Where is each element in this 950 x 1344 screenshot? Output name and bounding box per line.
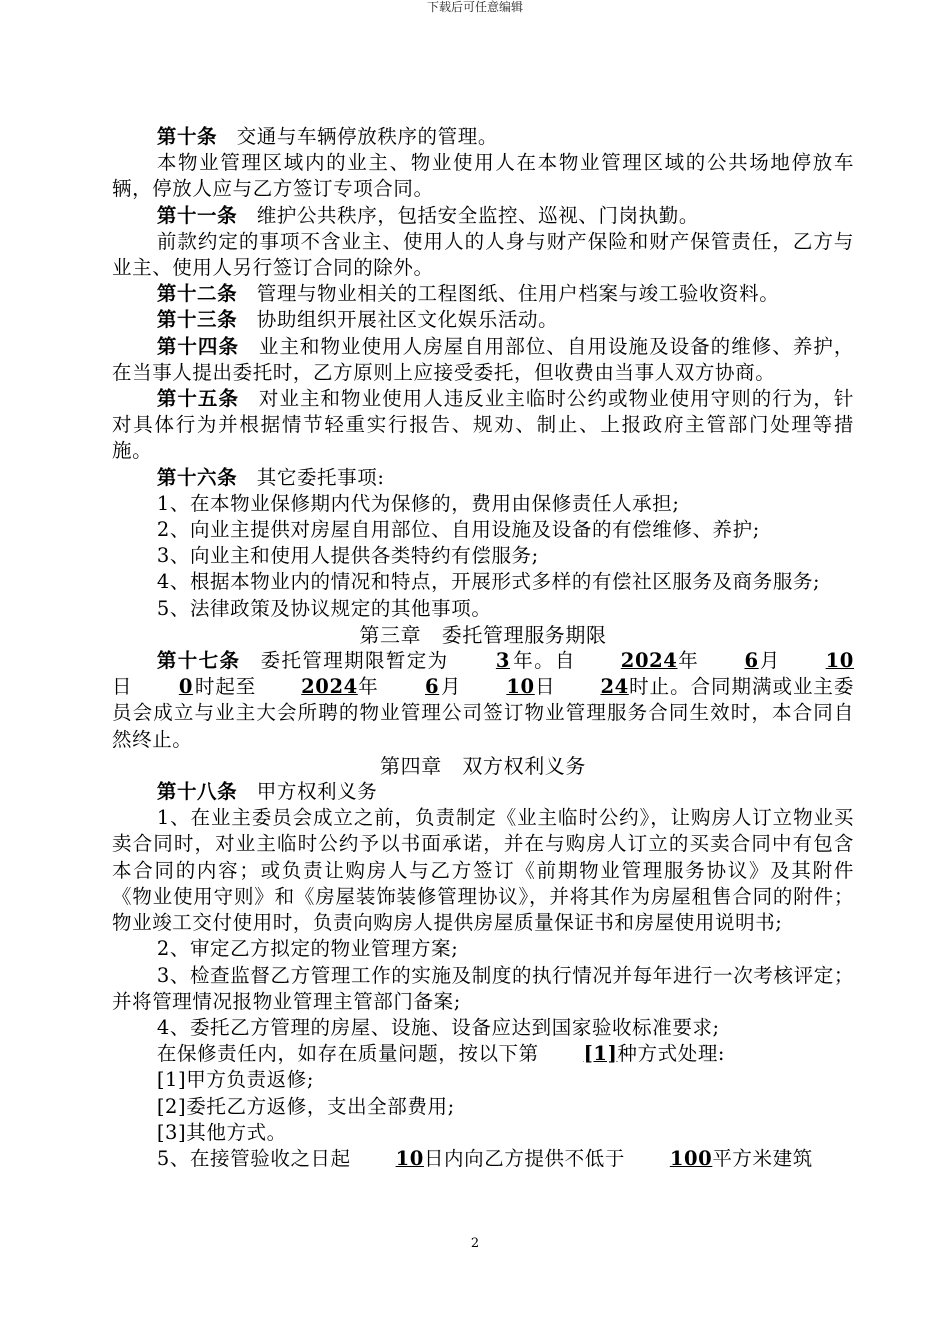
article-18 [112, 779, 854, 805]
chapter-4-heading: 第四章 双方权利义务 [380, 753, 586, 778]
article-text: 维护公共秩序，包括安全监控、巡视、门岗执勤。 [256, 203, 699, 227]
page-number: 2 [470, 1236, 480, 1251]
text: 5、在接管验收之日起 [156, 1146, 351, 1170]
text: 月 [759, 649, 781, 673]
list-item: 3、检查监督乙方管理工作的实施及制度的执行情况并每年进行一次考核评定；并将管理情况报物业管理主管部门备案; [112, 963, 854, 1013]
text: 种方式处理: [617, 1042, 726, 1066]
article-11 [112, 203, 854, 229]
list-item [112, 1146, 854, 1172]
article-text: 协助组织开展社区文化娱乐活动。 [256, 308, 559, 332]
handover-days-field: 10 [395, 1146, 424, 1170]
end-day-field: 10 [506, 675, 535, 699]
article-title: 第十三条 [156, 308, 238, 332]
article-text: 甲方权利义务 [256, 780, 378, 804]
start-month-field: 6 [744, 649, 759, 673]
text: 平方米建筑 [712, 1146, 813, 1170]
area-field: 100 [669, 1146, 713, 1170]
list-item: 2、向业主提供对房屋自用部位、自用设施及设备的有偿维修、养护; [156, 518, 760, 542]
list-item: 4、委托乙方管理的房屋、设施、设备应达到国家验收标准要求; [156, 1015, 720, 1039]
article-11-body: 前款约定的事项不含业主、使用人的人身与财产保险和财产保管责任，乙方与业主、使用人另行签订合同的除外。 [112, 229, 854, 280]
article-text: 对业主和物业使用人违反业主临时公约或物业使用守则的行为，针对具体行为并根据情节轻重实行报告、规劝、制止、上报政府主管部门处理等措施。 [112, 387, 854, 463]
list-item: 5、法律政策及协议规定的其他事项。 [156, 596, 492, 620]
article-10-body: 本物业管理区域内的业主、物业使用人在本物业管理区域的公共场地停放车辆，停放人应与乙方签订专项合同。 [112, 151, 854, 201]
article-10 [112, 124, 854, 150]
list-item: 3、向业主和使用人提供各类特约有偿服务; [156, 544, 539, 568]
article-title: 第十八条 [156, 780, 238, 804]
text: 年 [677, 649, 700, 673]
article-title: 第十二条 [156, 282, 238, 306]
text: 年 [357, 675, 379, 699]
text: 日 [534, 675, 556, 699]
article-text: 其它委托事项: [256, 465, 385, 489]
article-title: 第十四条 [156, 334, 239, 358]
text: 时起至 [194, 675, 257, 699]
option-item: [2]委托乙方返修，支出全部费用; [156, 1094, 455, 1118]
text: 在保修责任内，如存在质量问题，按以下第 [156, 1042, 539, 1066]
article-15 [112, 386, 854, 465]
article-text: 交通与车辆停放秩序的管理。 [236, 125, 498, 148]
start-hour-field: 0 [178, 675, 193, 699]
end-year-field: 2024 [301, 675, 358, 699]
start-year-field: 2024 [620, 649, 678, 673]
option-item: [3]其他方式。 [156, 1120, 287, 1144]
article-title: 第十一条 [156, 203, 238, 227]
text: 日内向乙方提供不低于 [423, 1146, 625, 1170]
end-month-field: 6 [425, 675, 440, 699]
article-13 [112, 307, 854, 333]
list-item: 1、在本物业保修期内代为保修的，费用由保修责任人承担; [156, 491, 680, 515]
text: 委托管理期限暂定为 [259, 649, 449, 673]
article-title: 第十七条 [156, 649, 241, 673]
start-day-field: 10 [825, 649, 854, 673]
article-text: 管理与物业相关的工程图纸、住用户档案与竣工验收资料。 [256, 282, 780, 306]
page-header: 下载后可任意编辑 [426, 0, 523, 14]
term-years-field: 3 [495, 649, 511, 673]
document-body [112, 124, 854, 1172]
text: 年。自 [512, 649, 576, 673]
article-text: 业主和物业使用人房屋自用部位、自用设施及设备的维修、养护，在当事人提出委托时，乙方原则上应接受委托，但收费由当事人双方协商。 [112, 334, 854, 384]
article-12 [112, 281, 854, 307]
option-item: [1]甲方负责返修; [156, 1068, 315, 1092]
end-hour-field: 24 [600, 675, 629, 699]
text: 日 [112, 675, 133, 699]
list-item: 1、在业主委员会成立之前，负责制定《业主临时公约》，让购房人订立物业买卖合同时，对业主临时公约予以书面承诺，并在与购房人订立的买卖合同中有包含本合同的内容；或负责让购房人与乙方签订《前期物业管理服务协议》及其附件《物业使用守则》和《房屋装饰装修管理协议》，并将其作为房屋租售合同的附件；物业竣工交付使用时，负责向购房人提供房屋质量保证书和房屋使用说明书; [112, 806, 854, 935]
article-16 [112, 465, 854, 491]
article-17 [112, 648, 854, 753]
article-14 [112, 334, 854, 386]
chapter-3-heading: 第三章 委托管理服务期限 [359, 622, 607, 647]
article-title: 第十六条 [156, 465, 238, 489]
text: 时止。合同期满或业主委员会成立与业主大会所聘的物业管理公司签订物业管理服务合同生效时，本合同自然终止。 [112, 675, 854, 751]
warranty-clause [112, 1041, 854, 1067]
warranty-option-field: [1] [583, 1042, 618, 1066]
article-title: 第十五条 [156, 387, 239, 411]
list-item: 4、根据本物业内的情况和特点，开展形式多样的有偿社区服务及商务服务; [156, 570, 821, 594]
text: 月 [440, 675, 462, 699]
article-title: 第十条 [156, 125, 218, 148]
list-item: 2、审定乙方拟定的物业管理方案; [156, 937, 459, 961]
